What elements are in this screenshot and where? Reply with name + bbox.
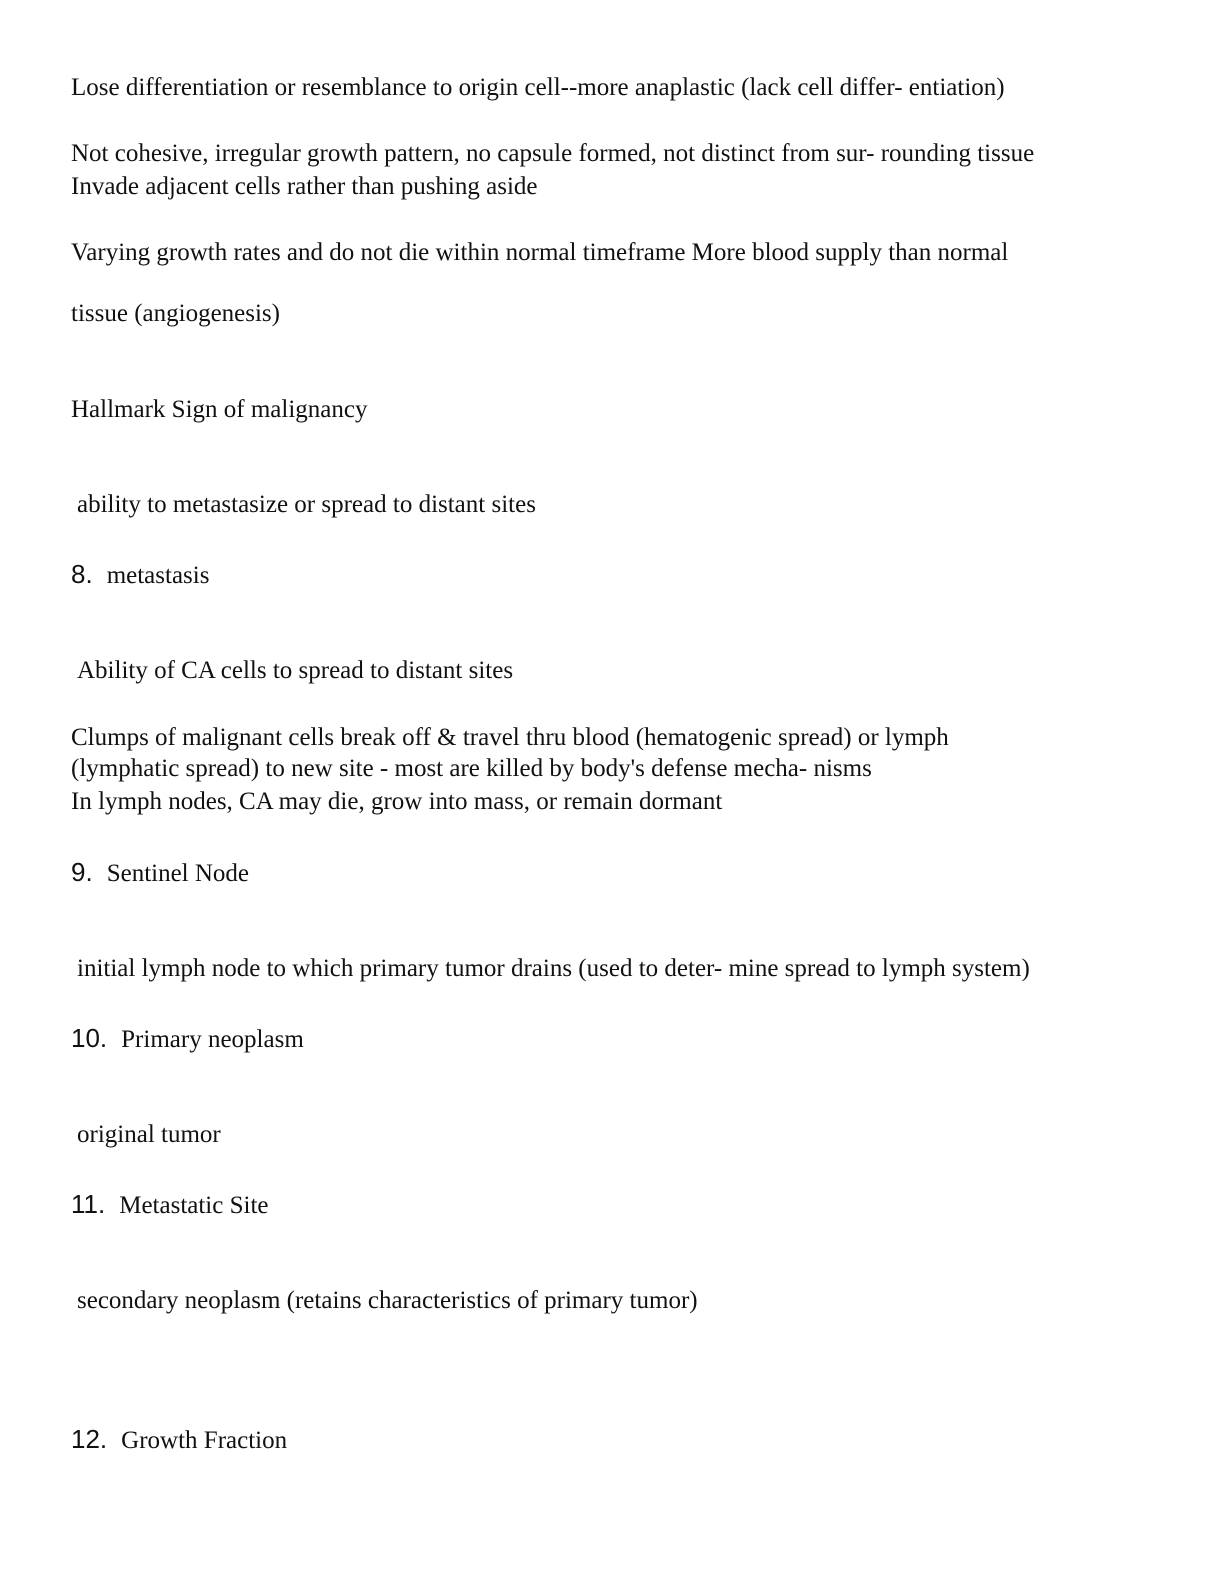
text-line: In lymph nodes, CA may die, grow into mass, or remain dormant <box>71 788 723 815</box>
text-line: tissue (angiogenesis) <box>71 300 280 327</box>
term-number: 9. <box>71 857 93 887</box>
definition-text: initial lymph node to which primary tumor drains (used to deter- mine spread to lymph system) <box>77 955 1030 982</box>
text-line: Not cohesive, irregular growth pattern, no capsule formed, not distinct from sur- rounding tissue <box>71 140 1035 167</box>
term-item <box>71 1189 269 1220</box>
definition-text: secondary neoplasm (retains characteristics of primary tumor) <box>77 1287 698 1314</box>
term-item <box>71 1023 304 1054</box>
text-line: (lymphatic spread) to new site - most are killed by body's defense mecha- nisms <box>71 755 872 782</box>
term-item <box>71 1424 287 1455</box>
term-label: Metastatic Site <box>119 1192 269 1219</box>
definition-text: Ability of CA cells to spread to distant sites <box>77 657 514 684</box>
definition-heading: Hallmark Sign of malignancy <box>71 396 368 423</box>
term-number: 8. <box>71 559 93 589</box>
term-number: 11. <box>71 1189 106 1219</box>
definition-text: original tumor <box>77 1121 221 1148</box>
text-line: Clumps of malignant cells break off & travel thru blood (hematogenic spread) or lymph <box>71 724 949 751</box>
term-item <box>71 559 209 590</box>
term-label: Growth Fraction <box>121 1427 288 1454</box>
text-line: Invade adjacent cells rather than pushing aside <box>71 173 538 200</box>
term-number: 10. <box>71 1023 108 1053</box>
text-line: Lose differentiation or resemblance to origin cell--more anaplastic (lack cell differ- entiation) <box>71 74 1005 101</box>
definition-text: ability to metastasize or spread to distant sites <box>77 491 536 518</box>
term-label: metastasis <box>106 562 210 589</box>
term-item <box>71 857 249 888</box>
term-number: 12. <box>71 1424 108 1454</box>
text-line: Varying growth rates and do not die within normal timeframe More blood supply than normal <box>71 239 1009 266</box>
term-label: Sentinel Node <box>106 860 250 887</box>
term-label: Primary neoplasm <box>121 1026 304 1053</box>
